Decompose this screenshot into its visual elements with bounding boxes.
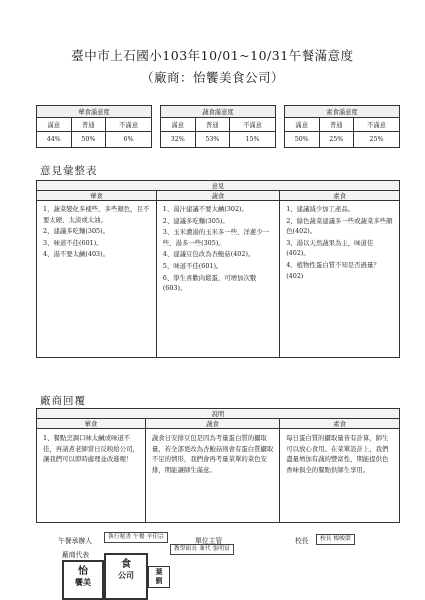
header-cell: 滿意 <box>160 118 195 132</box>
vendor-rep-label: 廠商代表 <box>62 551 90 559</box>
value-cell: 25% <box>354 132 400 148</box>
list-item: 6、學生喜歡肉鬆蛋，可增加次數(603)。 <box>162 273 257 293</box>
opinions-vegan <box>280 201 400 358</box>
reply-veg <box>145 429 279 523</box>
list-item: 4、湯不要太鹹(403)。 <box>43 250 109 259</box>
list-item: 2、建議多吃麵(305)。 <box>162 216 229 225</box>
seal-char: 葉 <box>155 567 163 576</box>
list-item: 3、玉米濃湯的玉米多一些、洋蔥少一些，湯多一些(305)。 <box>162 228 270 247</box>
opinions-veg <box>156 201 279 358</box>
list-item: 5、味道不佳(601)。 <box>162 261 223 270</box>
col-meat: 葷食 <box>37 419 146 429</box>
principal-label: 校長 <box>295 537 309 545</box>
principal-stamp: 校長 楊峻榮 <box>316 534 355 545</box>
seal-char: 公司 <box>118 570 134 580</box>
reply-table-title: 說明 <box>37 409 400 419</box>
opinions-section-title: 意見彙整表 <box>40 165 98 177</box>
list-item: 3、湯以天然蔬果為主，味道佳(402)。 <box>286 238 374 258</box>
group-title-veg: 蔬食滿意度 <box>160 106 275 118</box>
list-item: 1、蔬菜變化多樣些、多些顏色，且不要太硬、太淡或太油。 <box>43 205 150 224</box>
reply-table <box>36 408 400 523</box>
seal-char: 饗美 <box>75 577 91 587</box>
col-veg: 蔬食 <box>156 191 279 201</box>
supervisor-label: 單位主管 <box>195 537 223 545</box>
col-meat: 葷食 <box>37 191 157 201</box>
seal-char: 劉 <box>155 576 163 585</box>
gap <box>151 106 160 118</box>
supervisor-stamp: 教學組長 兼代 張明富 <box>170 544 234 555</box>
vendor-line: （廠商：怡饗美食公司） <box>140 70 284 85</box>
header-cell: 滿意 <box>37 118 72 132</box>
col-veg: 蔬食 <box>145 419 279 429</box>
reply-section-title: 廠商回覆 <box>40 395 86 407</box>
list-item: 4、建議豆包改為杏鮑菇(402)。 <box>162 250 255 259</box>
opinions-meat <box>37 201 157 358</box>
header-cell: 不滿意 <box>230 118 276 132</box>
seal-char: 怡 <box>78 566 88 577</box>
group-title-vegan: 素食滿意度 <box>284 106 399 118</box>
seal-char: 食 <box>121 559 131 570</box>
list-item: 2、綠色蔬菜建議多一些或蔬菜多些顏色(402)。 <box>286 216 393 236</box>
list-item: 1、湯汁建議不要太鹹(302)。 <box>162 205 248 213</box>
header-cell: 不滿意 <box>354 118 400 132</box>
reply-meat <box>37 429 146 523</box>
opinions-table-title: 意見 <box>37 181 400 191</box>
opinions-table <box>36 180 400 358</box>
caterer-label: 午餐承辦人 <box>58 537 92 545</box>
header-cell: 不滿意 <box>106 118 152 132</box>
caterer-stamp: 執行秘書 午餐 辛佳宗 <box>104 532 168 543</box>
col-vegan: 素食 <box>280 419 400 429</box>
value-cell: 50% <box>284 132 319 148</box>
value-cell: 15% <box>230 132 276 148</box>
list-item: 4、植物性蛋白質不知是否過量？(402) <box>286 260 380 280</box>
reply-vegan <box>280 429 400 523</box>
value-cell: 50% <box>71 132 106 148</box>
gap <box>151 118 160 132</box>
value-cell: 44% <box>37 132 72 148</box>
gap <box>275 132 284 148</box>
company-seal-left <box>62 560 104 600</box>
value-cell: 53% <box>195 132 230 148</box>
reply-veg-text: 蔬食日安排豆包是因為考量蛋白質的攝取量，若全部更改為杏鮑菇則會有蛋白質攝取不足的情形，我們會再考量菜單的菜色安排，期能讓師生滿意。 <box>151 434 274 474</box>
reply-meat-text: 1、餐點烹調口味太鹹或味道不佳，再請煮老師當日反映給公司，讓我們可以即時處理並改進喔！ <box>43 434 139 464</box>
value-cell: 25% <box>319 132 354 148</box>
header-cell: 普通 <box>71 118 106 132</box>
col-vegan: 素食 <box>280 191 400 201</box>
value-cell: 32% <box>160 132 195 148</box>
list-item: 2、建議多吃麵(305)。 <box>43 227 109 236</box>
header-cell: 滿意 <box>284 118 319 132</box>
gap <box>275 106 284 118</box>
value-cell: 6% <box>106 132 152 148</box>
header-cell: 普通 <box>195 118 230 132</box>
small-seal <box>148 566 170 588</box>
gap <box>275 118 284 132</box>
company-seal-right <box>104 553 148 600</box>
reply-vegan-text: 每日蛋白質的攝取量皆有計算，師生可以放心食用。在菜單設計上，我們盡量增加有蔬的豐富性，期能提供色香味俱全的餐點供師生享用。 <box>286 434 389 474</box>
satisfaction-table <box>36 105 400 148</box>
list-item: 3、味道不佳(601)。 <box>43 238 103 247</box>
list-item: 1、建議減少加工產品。 <box>286 205 355 213</box>
gap <box>151 132 160 148</box>
document-title: 臺中市上石國小103年10/01~10/31午餐滿意度 <box>71 48 354 63</box>
header-cell: 普通 <box>319 118 354 132</box>
group-title-meat: 葷食滿意度 <box>37 106 152 118</box>
